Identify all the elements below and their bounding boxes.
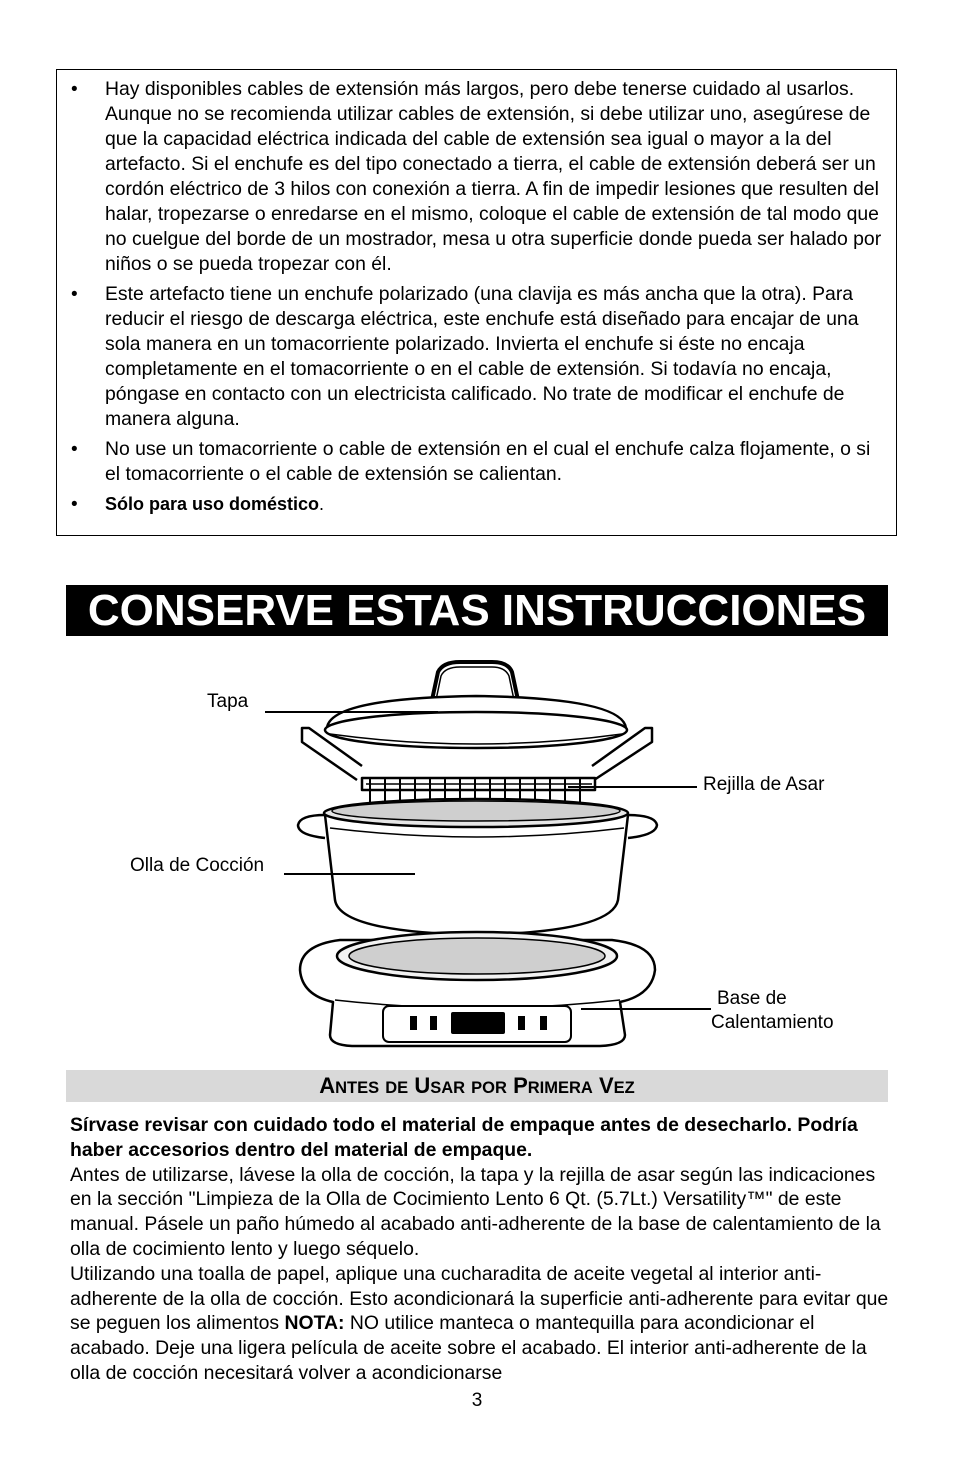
slow-cooker-diagram [0,650,954,1060]
household-use-note: Sólo para uso doméstico [105,494,320,514]
list-item [57,77,896,277]
note-label: NOTA: [284,1312,345,1335]
bullet-icon: • [71,494,78,515]
heating-base-label-line2: Calentamiento [711,1012,834,1033]
warnings-list [57,77,896,522]
bullet-icon: • [71,439,78,460]
list-item: • Sólo para uso doméstico. [71,494,325,515]
page-number: 3 [471,1390,483,1411]
warning-text: Este artefacto tiene un enchufe polarizado (una clavija es más ancha que la otra). Para reducir el riesgo de descarga eléctrica, este enchufe está diseñado para encajar de una sola manera en un tomacorriente polarizado. Invierta el enchufe si éste no encaja completamente en el tomacorriente o en el cable de extensión. Si todavía no encaja, póngase en contacto con un electricista calificado. No trate de modificar el enchufe de manera alguna. [105,283,859,430]
list-item [57,437,896,487]
safety-warnings-box [56,69,897,536]
bullet-icon: • [71,79,78,100]
seasoning-paragraph: Utilizando una toalla de papel, aplique una cucharadita de aceite vegetal al interior anti-adherente de la olla de cocción. Esto acondicionará la superficie anti-adherente para evitar que se peguen los alimentos NOTA: NO utilice manteca o mantequilla para acondicionar el acabado. Deje una ligera película de aceite sobre el acabado. El interior anti-adherente de la olla de cocción necesitará volver a acondicionarse [70,1262,889,1384]
heating-base-label-line1: Base de [717,988,787,1009]
roasting-rack-label: Rejilla de Asar [703,774,825,795]
bullet-icon: • [71,284,78,305]
before-first-use-heading: ANTES DE USAR POR PRIMERA VEZ [66,1070,888,1102]
list-item [57,282,896,432]
cleaning-paragraph: Antes de utilizarse, lávese la olla de cocción, la tapa y la rejilla de asar según las indicaciones en la sección "Limpieza de la Olla de Cocimiento Lento 6 Qt. (5.7Lt.) Versatility™" de este manual. Pásele un paño húmedo al acabado anti-adherente de la base de calentamiento de la olla de cocimiento lento y luego séquelo. [70,1163,881,1260]
cooking-pot-label: Olla de Cocción [130,855,265,876]
warning-text: Hay disponibles cables de extensión más largos, pero debe tenerse cuidado al usarlos. Aunque no se recomienda utilizar cables de extensión, si debe utilizar uno, asegúrese de que la capacidad eléctrica indicada del cable de extensión sea igual o mayor a la del artefacto. Si el enchufe es del tipo conectado a tierra, el cable de extensión deberá ser un cordón eléctrico de 3 hilos con conexión a tierra. A fin de impedir lesiones que resulten del halar, tropezarse o enredarse en el mismo, coloque el cable de extensión de tal modo que no cuelgue del borde de un mostrador, mesa u otra superficie donde pueda ser halado por niños o se pueda tropezar con él. [105,78,882,275]
lid-label: Tapa [207,691,249,712]
save-instructions-banner: CONSERVE ESTAS INSTRUCCIONES [66,585,888,636]
packaging-notice: Sírvase revisar con cuidado todo el material de empaque antes de desecharlo. Podría haber accesorios dentro del material de empaque. [70,1114,858,1161]
warning-text: No use un tomacorriente o cable de extensión en el cual el enchufe calza flojamente, o si el tomacorriente o el cable de extensión se calientan. [105,438,871,485]
before-first-use-body [70,1113,890,1386]
